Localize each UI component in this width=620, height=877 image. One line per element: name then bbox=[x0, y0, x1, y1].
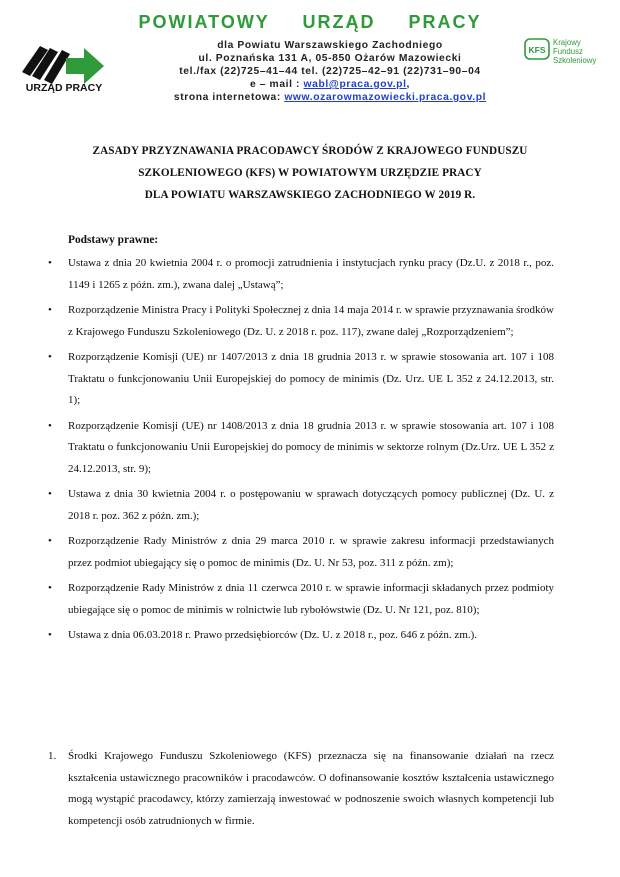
legal-basis-list bbox=[0, 253, 620, 651]
kfs-line-1: Krajowy bbox=[553, 38, 581, 47]
list-item bbox=[48, 253, 554, 296]
office-subtitle: dla Powiatu Warszawskiego Zachodniego bbox=[217, 40, 443, 51]
office-email-line bbox=[120, 79, 540, 90]
bullet-icon: • bbox=[48, 535, 52, 547]
office-website-line bbox=[120, 92, 540, 103]
document-title-line-2: SZKOLENIOWEGO (KFS) W POWIATOWYM URZĘDZIE PRACY bbox=[138, 167, 482, 179]
bullet-icon: • bbox=[48, 304, 52, 316]
email-link[interactable]: wabl@praca.gov.pl bbox=[303, 79, 407, 90]
website-link[interactable]: www.ozarowmazowiecki.praca.gov.pl bbox=[284, 92, 487, 103]
numbered-paragraph-1 bbox=[48, 746, 554, 832]
list-item-text: Rozporządzenie Rady Ministrów z dnia 29 marca 2010 r. w sprawie zakresu informacji przedstawianych przez podmiot ubiegający się o pomoc de minimis (Dz. U. Nr 53, poz. 311 z późn. zm); bbox=[68, 535, 554, 569]
logo-text: URZĄD PRACY bbox=[25, 82, 103, 94]
document-title-line-1: ZASADY PRZYZNAWANIA PRACODAWCY ŚRODÓW Z KRAJOWEGO FUNDUSZU bbox=[92, 145, 528, 157]
office-phones: tel./fax (22)725–41–44 tel. (22)725–42–91 (22)731–90–04 bbox=[179, 66, 481, 77]
list-item bbox=[48, 416, 554, 481]
kfs-logo-text bbox=[553, 38, 617, 65]
email-suffix: , bbox=[406, 79, 411, 90]
kfs-logo-icon bbox=[524, 38, 550, 60]
kfs-line-2: Fundusz bbox=[553, 47, 583, 56]
bullet-icon: • bbox=[48, 582, 52, 594]
list-item bbox=[48, 531, 554, 574]
list-item bbox=[48, 484, 554, 527]
bullet-icon: • bbox=[48, 351, 52, 363]
bullet-icon: • bbox=[48, 629, 52, 641]
document-title-line-3: DLA POWIATU WARSZAWSKIEGO ZACHODNIEGO W 2019 R. bbox=[144, 189, 476, 201]
legal-basis-heading: Podstawy prawne: bbox=[68, 234, 159, 246]
office-name: POWIATOWY URZĄD PRACY bbox=[138, 12, 482, 32]
list-item bbox=[48, 300, 554, 343]
email-label: e – mail : bbox=[249, 79, 304, 90]
paragraph-number: 1. bbox=[48, 750, 57, 762]
list-item bbox=[48, 347, 554, 412]
list-item-text: Ustawa z dnia 06.03.2018 r. Prawo przedsiębiorców (Dz. U. z 2018 r., poz. 646 z późn. zm.). bbox=[68, 629, 478, 641]
list-item-text: Rozporządzenie Komisji (UE) nr 1407/2013 z dnia 18 grudnia 2013 r. w sprawie stosowania art. 107 i 108 Traktatu o funkcjonowaniu Unii Europejskiej do pomocy de minimis (Dz. Urz. UE L 352 z 24.12.2013, str. 1); bbox=[68, 351, 554, 406]
list-item bbox=[48, 625, 554, 647]
bullet-icon: • bbox=[48, 488, 52, 500]
list-item-text: Rozporządzenie Komisji (UE) nr 1408/2013 z dnia 18 grudnia 2013 r. w sprawie stosowania art. 107 i 108 Traktatu o funkcjonowaniu Unii Europejskiej do pomocy de minimis w sektorze rolnym (Dz.Urz. UE L 352 z 24.12.2013, str. 9); bbox=[68, 419, 554, 475]
list-item-text: Rozporządzenie Ministra Pracy i Polityki Społecznej z dnia 14 maja 2014 r. w sprawie przyznawania środków z Krajowego Funduszu Szkoleniowego (Dz. U. z 2018 r. poz. 117), zwane dalej „Rozporządzeniem”; bbox=[68, 304, 554, 338]
list-item-text: Rozporządzenie Rady Ministrów z dnia 11 czerwca 2010 r. w sprawie informacji składanych przez podmioty ubiegające się o pomoc de minimis w rolnictwie lub rybołówstwie (Dz. U. Nr 121, poz. 810); bbox=[68, 582, 554, 616]
bullet-icon: • bbox=[48, 419, 52, 432]
list-item bbox=[48, 578, 554, 621]
paragraph-text: Środki Krajowego Funduszu Szkoleniowego (KFS) przeznacza się na finansowanie działań na rzecz kształcenia ustawicznego pracowników i pracodawców. O dofinansowanie kosztów kształcenia ustawicznego mogą wystąpić pracodawcy, którzy zamierzają inwestować w podnoszenie swoich własnych kompetencji lub kompetencji osób zatrudnionych w firmie. bbox=[68, 750, 554, 827]
kfs-line-3: Szkoleniowy bbox=[553, 56, 597, 65]
list-item-text: Ustawa z dnia 20 kwietnia 2004 r. o promocji zatrudnienia i instytucjach rynku pracy (Dz.U. z 2018 r., poz. 1149 i 1265 z późn. zm.), zwana dalej „Ustawą”; bbox=[68, 257, 554, 291]
bullet-icon: • bbox=[48, 257, 52, 269]
website-label: strona internetowa: bbox=[173, 92, 285, 103]
list-item-text: Ustawa z dnia 30 kwietnia 2004 r. o postępowaniu w sprawach dotyczących pomocy publicznej (Dz. U. z 2018 r. poz. 362 z późn. zm.); bbox=[68, 488, 554, 522]
kfs-badge-text: KFS bbox=[528, 45, 546, 55]
office-address: ul. Poznańska 131 A, 05-850 Ożarów Mazowiecki bbox=[198, 53, 462, 64]
